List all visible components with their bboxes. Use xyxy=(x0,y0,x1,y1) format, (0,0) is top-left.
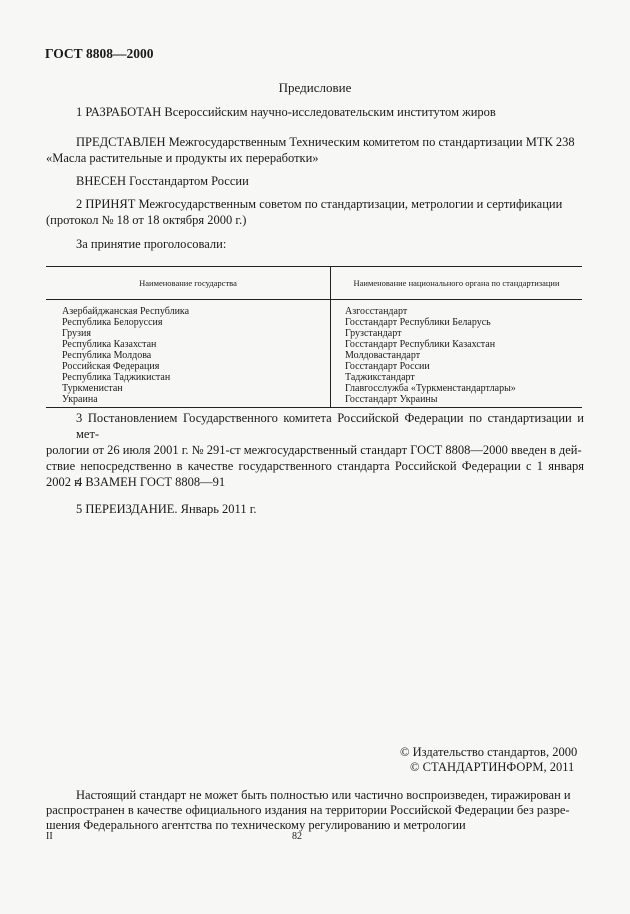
states-column xyxy=(46,300,331,408)
standards-body-name: Госстандарт России xyxy=(345,361,430,372)
state-name: Республика Белоруссия xyxy=(62,317,163,328)
state-name: Республика Казахстан xyxy=(62,339,157,350)
column-header-body: Наименование национального органа по стандартизации xyxy=(331,267,583,300)
state-name: Туркменистан xyxy=(62,383,123,394)
voting-states-table xyxy=(46,266,582,408)
item-developed: 1 РАЗРАБОТАН Всероссийским научно-исследовательским институтом жиров xyxy=(76,105,496,119)
state-name: Республика Молдова xyxy=(62,350,152,361)
page-number: 82 xyxy=(292,831,302,842)
state-name: Грузия xyxy=(62,328,91,339)
reproduction-notice xyxy=(46,788,584,833)
state-name: Республика Таджикистан xyxy=(62,372,171,383)
item-introduced: ВНЕСЕН Госстандартом России xyxy=(76,174,249,188)
item-enacted-line2: рологии от 26 июля 2001 г. № 291-ст межгосударственный стандарт ГОСТ 8808—2000 введен в дей- xyxy=(46,443,582,457)
item-enacted-line3: ствие непосредственно в качестве государственного стандарта Российской Федерации с 1 января 2002 г. xyxy=(46,459,584,489)
table-row xyxy=(46,300,582,408)
item-adopted-line1: 2 ПРИНЯТ Межгосударственным советом по стандартизации, метрологии и сертификации xyxy=(76,197,563,211)
item-reissue: 5 ПЕРЕИЗДАНИЕ. Январь 2011 г. xyxy=(76,502,257,516)
copyright-publisher: © Издательство стандартов, 2000 xyxy=(400,745,578,759)
copyright-standartinform: © СТАНДАРТИНФОРМ, 2011 xyxy=(410,760,575,774)
standards-body-name: Молдовастандарт xyxy=(345,350,421,361)
state-name: Азербайджанская Республика xyxy=(62,306,190,317)
standards-body-name: Таджикстандарт xyxy=(345,372,415,383)
item-adopted xyxy=(46,196,584,228)
notice-line1: Настоящий стандарт не может быть полностью или частично воспроизведен, тиражирован и xyxy=(76,788,571,802)
page-title: Предисловие xyxy=(278,80,352,95)
standards-body-name: Госстандарт Украины xyxy=(345,394,438,405)
standards-body-name: Грузстандарт xyxy=(345,328,402,339)
item-presented-line2: «Масла растительные и продукты их переработки» xyxy=(46,151,319,165)
state-name: Украина xyxy=(62,394,98,405)
item-enacted-line1: 3 Постановлением Государственного комитета Российской Федерации по стандартизации и мет- xyxy=(76,411,584,441)
notice-line2: распространен в качестве официального издания на территории Российской Федерации без разре- xyxy=(46,803,570,817)
state-name: Российская Федерация xyxy=(62,361,160,372)
standard-number-header: ГОСТ 8808—2000 xyxy=(45,46,154,61)
roman-page-marker: II xyxy=(46,831,53,842)
votes-intro: За принятие проголосовали: xyxy=(76,237,227,251)
standards-body-name: Азгосстандарт xyxy=(345,306,408,317)
item-presented xyxy=(46,134,582,166)
item-adopted-line2: (протокол № 18 от 18 октября 2000 г.) xyxy=(46,213,247,227)
column-header-state: Наименование государства xyxy=(46,267,331,300)
standards-body-name: Госстандарт Республики Беларусь xyxy=(345,317,491,328)
item-replaces: 4 ВЗАМЕН ГОСТ 8808—91 xyxy=(76,475,226,489)
bodies-column xyxy=(331,300,583,408)
standards-body-name: Госстандарт Республики Казахстан xyxy=(345,339,496,350)
table-header-row xyxy=(46,267,582,300)
item-presented-line1: ПРЕДСТАВЛЕН Межгосударственным Техническим комитетом по стандартизации МТК 238 xyxy=(76,135,575,149)
standards-body-name: Главгосслужба «Туркменстандартлары» xyxy=(345,383,516,394)
notice-line3: шения Федерального агентства по техническому регулированию и метрологии xyxy=(46,818,466,832)
